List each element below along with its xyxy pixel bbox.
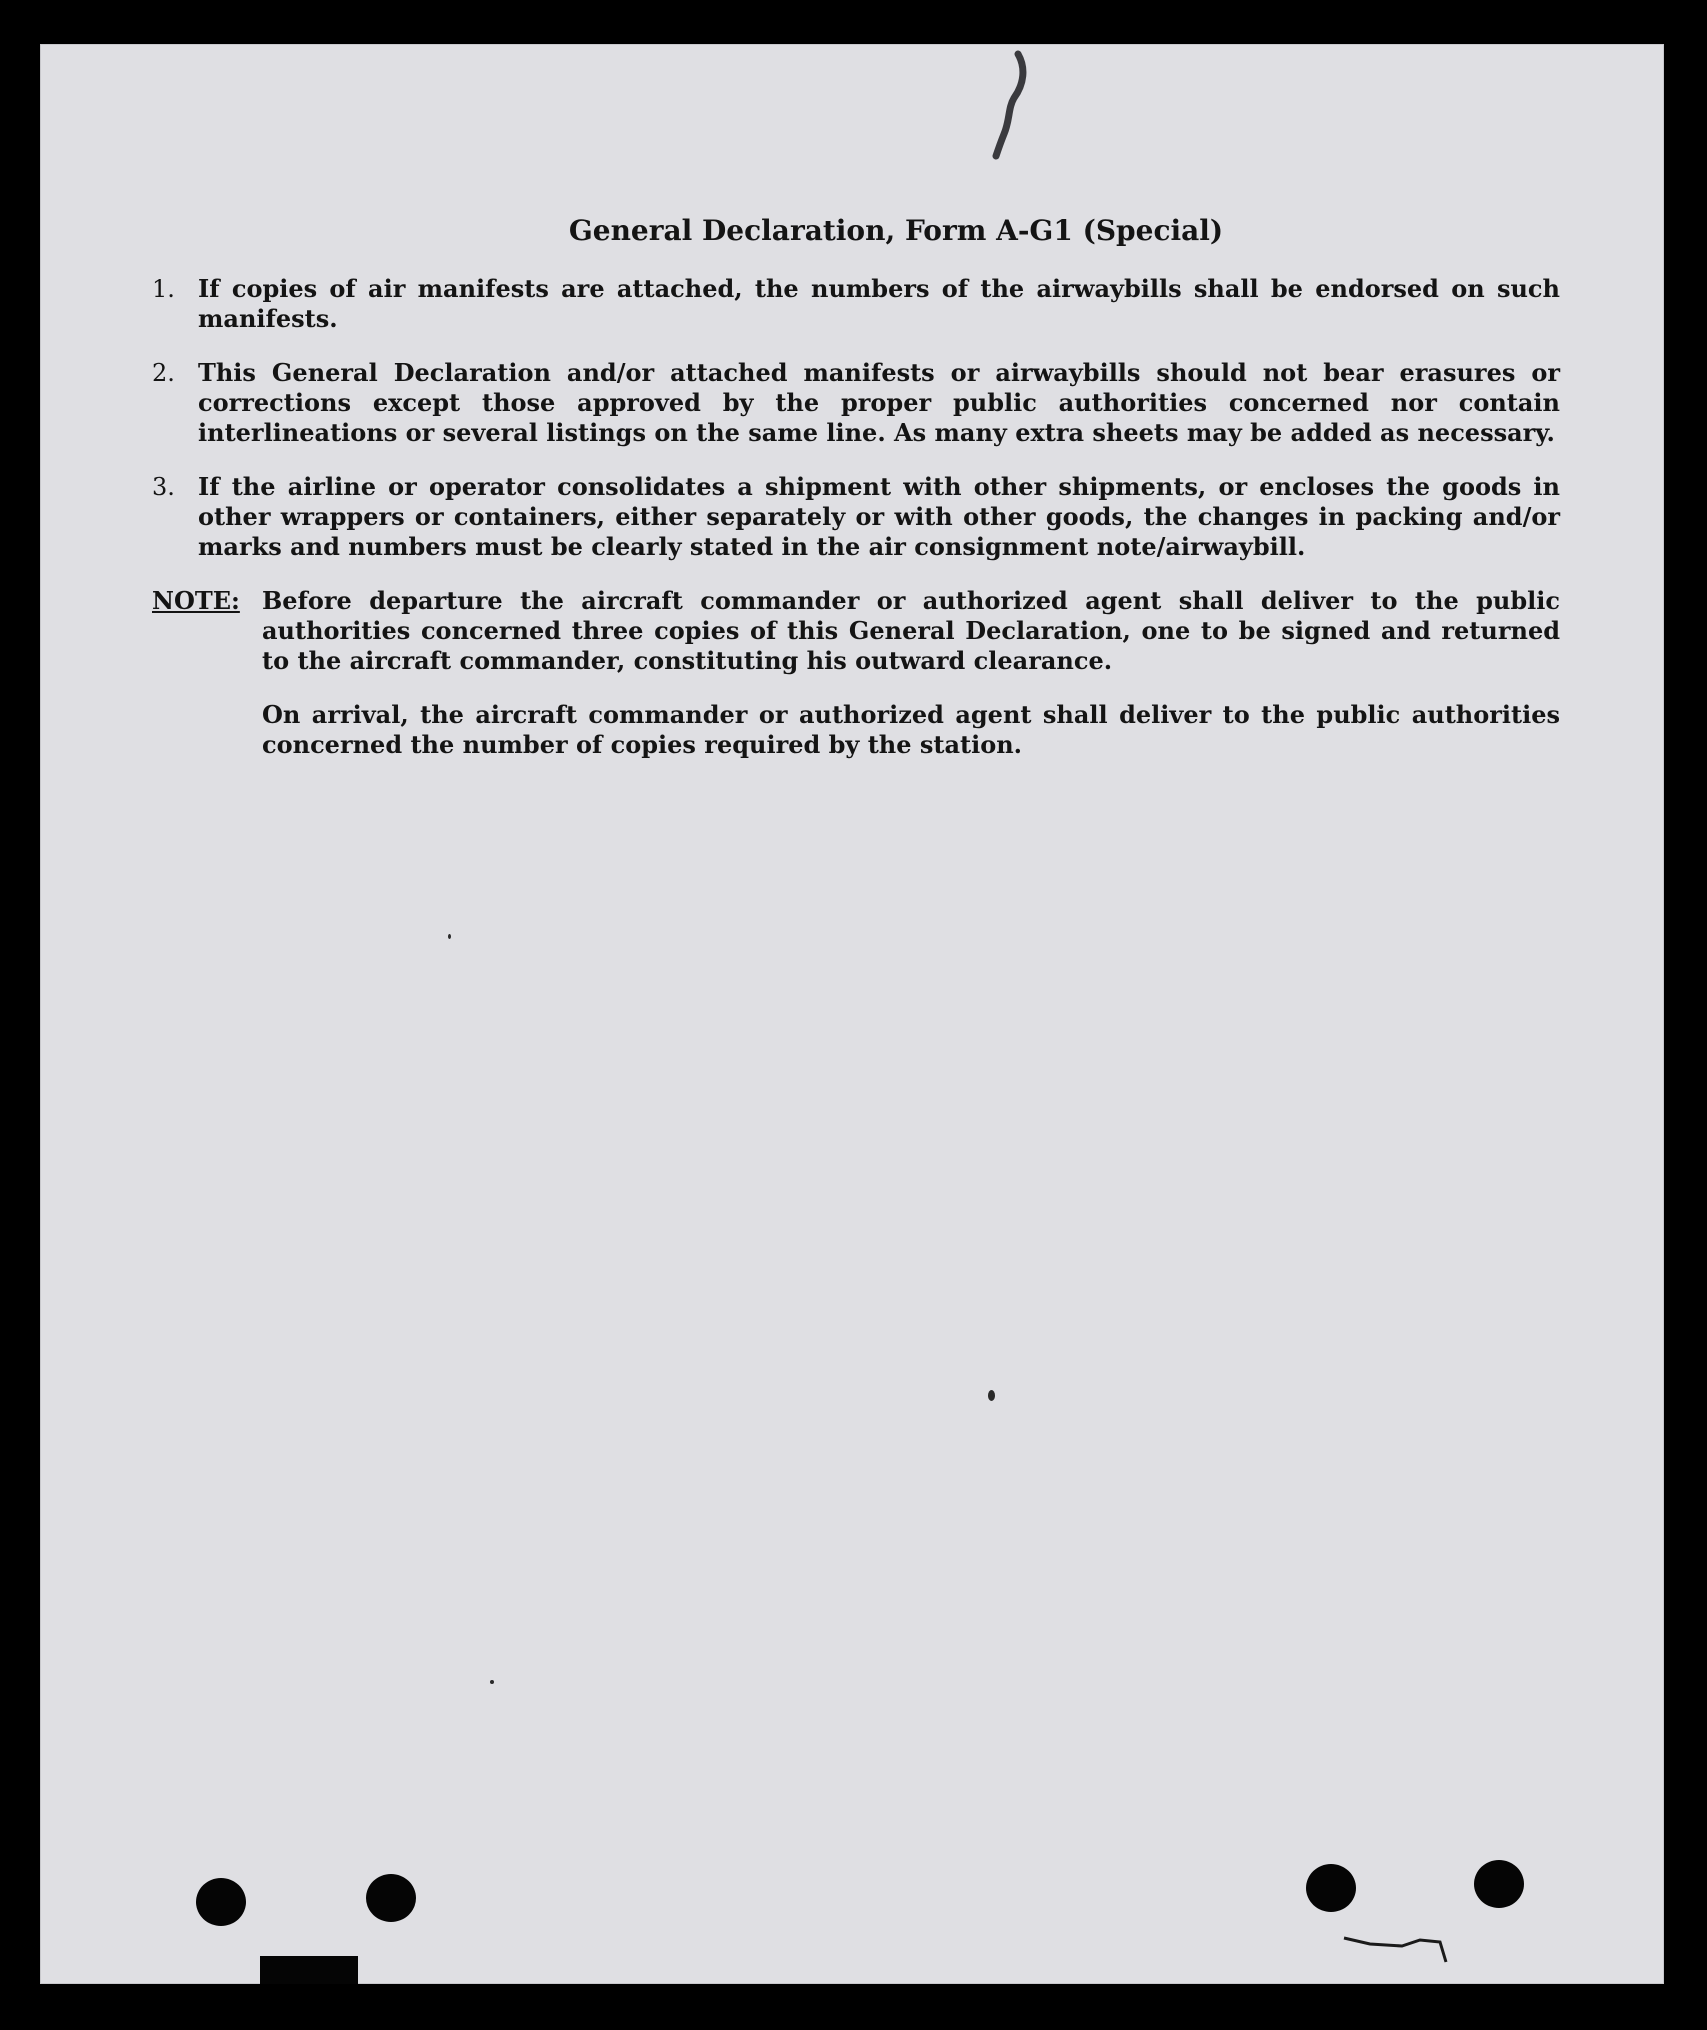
list-item-2 [152, 358, 1560, 448]
note-body [262, 586, 1560, 784]
document-page [40, 44, 1664, 1984]
punch-hole [366, 1874, 416, 1922]
document-title: General Declaration, Form A-G1 (Special) [568, 214, 1224, 247]
ink-speck [448, 934, 451, 939]
item-text: This General Declaration and/or attached manifests or airwaybills should not bear erasures or corrections except those approved by the proper public authorities concerned nor contain interlineations or several listings on the same line. As many extra sheets may be added as necessary. [198, 358, 1560, 447]
document-body [152, 212, 1560, 784]
item-number: 2. [152, 359, 175, 387]
note-label: NOTE: [152, 586, 240, 615]
punch-hole [1474, 1860, 1524, 1908]
ink-speck [988, 1390, 995, 1401]
punch-hole [196, 1878, 246, 1926]
item-text: If the airline or operator consolidates a shipment with other shipments, or encloses the goods in other wrappers or containers, either separately or with other goods, the changes in packing and/or marks and numbers must be clearly stated in the air consignment note/airwaybill. [198, 472, 1560, 561]
item-number: 1. [152, 275, 175, 303]
note-paragraph-arrival: On arrival, the aircraft commander or authorized agent shall deliver to the public authorities concerned the number of copies required by the station. [262, 700, 1560, 759]
ink-speck [490, 1680, 494, 1684]
list-item-1 [152, 274, 1560, 334]
item-text: If copies of air manifests are attached, the numbers of the airwaybills shall be endorsed on such manifests. [198, 274, 1560, 333]
torn-edge-mark [1340, 1932, 1450, 1968]
list-item-3 [152, 472, 1560, 562]
note-section [152, 586, 1560, 784]
item-number: 3. [152, 473, 175, 501]
punch-hole [1306, 1864, 1356, 1912]
binding-tab [260, 1956, 358, 1984]
pen-mark [980, 50, 1040, 160]
note-paragraph-departure: Before departure the aircraft commander or authorized agent shall deliver to the public authorities concerned three copies of this General Declaration, one to be signed and returned to the aircraft commander, constituting his outward clearance. [262, 586, 1560, 675]
